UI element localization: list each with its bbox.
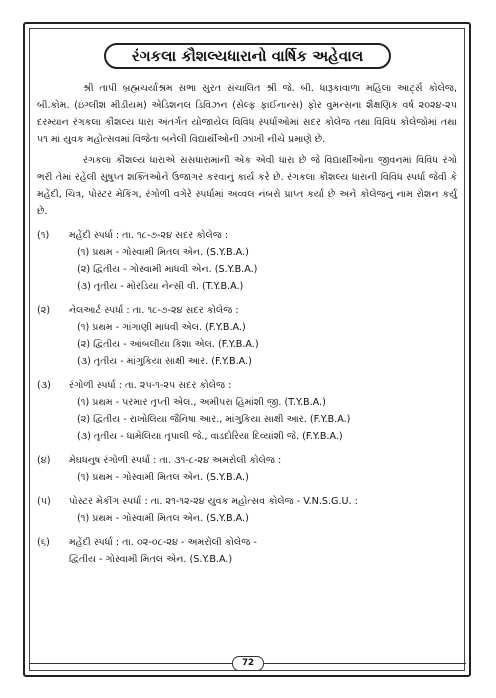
page-number: 72	[232, 656, 264, 671]
competition-section	[37, 534, 457, 568]
section-number: (૪)	[37, 455, 51, 466]
competition-section	[37, 452, 457, 486]
winner-entry: દ્વિતીય - ગોસ્વામી મિતલ એન. (S.Y.B.A.)	[69, 554, 233, 565]
winner-entry: (૩) તૃતીય - મોરડિયા નેન્સી વી. (T.Y.B.A.)	[77, 281, 244, 292]
winner-entry: (૧) પ્રથમ - ગોસ્વામી મિતલ એન. (S.Y.B.A.)	[77, 247, 249, 258]
winner-entry: (૧) પ્રથમ - ગાંગાણી માધવી એલ. (F.Y.B.A.)	[77, 322, 246, 333]
section-heading: રંગોળી સ્પર્ધા : તા. ૨૫-૧-૨૫ સદર કોલેજ :	[69, 380, 232, 391]
section-heading: મહેંદી સ્પર્ધા : તા. ૧૮-૭-૨૪ સદર કોલેજ :	[69, 230, 229, 241]
section-number: (૩)	[37, 380, 51, 391]
section-heading: મેઘધનુષ રંગોળી સ્પર્ધા : તા. ૩૧-૮-૨૪ અમરોલી કોલેજ :	[69, 455, 282, 466]
competition-section	[37, 493, 457, 527]
section-heading: મહેંદી સ્પર્ધા : તા. ૦૨-૦૮-૨૪ - અમરોલી કોલેજ -	[69, 537, 257, 548]
page-footer	[0, 656, 496, 670]
section-number: (૨)	[37, 305, 51, 316]
winner-entry: (૧) પ્રથમ - પરમાર તૃપ્તી એલ., અમીપરા હિમાંશી જી. (T.Y.B.A.)	[77, 397, 326, 408]
section-number: (૬)	[37, 537, 50, 548]
winner-entry: (૨) દ્વિતીય - રાખોલિયા જૈનિષા આર., માંગુકિયા સાક્ષી આર. (F.Y.B.A.)	[77, 414, 351, 425]
section-number: (૫)	[37, 496, 51, 507]
intro-paragraph: શ્રી તાપી બ્રહ્મચર્યાશ્રમ સભા સુરત સંચાલિત શ્રી જે. બી. ધારૂકાવાળા મહિલા આર્ટ્સ કોલેજ, બી.કોમ. (ઇંગ્લીશ મીડીયમ) એડિશનલ ડિવિઝન (સેલ્ફ ફાઈનાન્સ) ફોર વુમન્સના શૈક્ષણિક વર્ષ ૨૦૨૪-૨૫ દરમ્યાન રંગકલા કૌશલ્ય ધારા અંતર્ગત યોજાયેલ વિવિધ સ્પર્ધાઓમાં સદર કોલેજ તથા વિવિધ કોલેજોમાં તથા ૫૧ માં યુવક મહોત્સવમાં વિજેતા બનેલી વિદ્યાર્થીઓની ઝાંખી નીચે પ્રમાણે છે.	[37, 83, 457, 145]
winner-entry: (૧) પ્રથમ - ગોસ્વામી મિતલ એન. (S.Y.B.A.)	[77, 472, 249, 483]
winner-entry: (૩) તૃતીય - ધામેલિયા તૃપાલી જે., વાડદોરિયા દિવ્યાંશી જે. (F.Y.B.A.)	[77, 431, 343, 442]
winner-entry: (૨) દ્વિતીય - આંબલીયા કિશા એલ. (F.Y.B.A.)	[77, 339, 259, 350]
winner-entry: (૨) દ્વિતીય - ગોસ્વામી માધવી એન. (S.Y.B.A.)	[77, 264, 258, 275]
competition-section	[37, 302, 457, 370]
section-heading: પોસ્ટર મેકીંગ સ્પર્ધા : તા. ૨૧-૧૨-૨૪ યુવક મહોત્સવ કોલેજ - V.N.S.G.U. :	[69, 496, 358, 507]
competition-section	[37, 377, 457, 445]
winner-entry: (૧) પ્રથમ - ગોસ્વામી મિતલ એન. (S.Y.B.A.)	[77, 513, 249, 524]
description-paragraph: રંગકલા કૌશલ્ય ધારાએ સસધારામાંની એક એવી ધારા છે જે વિદ્યાર્થીઓના જીવનમાં વિવિધ રંગો ભરી તેમાં રહેલી સુષુપ્ત શક્તિઓને ઉજાગર કરવાનું કાર્ય કરે છે. રંગકલા કૌશલ્ય ધારાની વિવિધ સ્પર્ધા જેવી કે મહેંદી, ચિત્ર, પોસ્ટર મેકિંગ, રંગોળી વગેરે સ્પર્ધામાં અવ્વલ નંબરો પ્રાપ્ત કર્યા છે અને કોલેજનું નામ રોશન કર્યું છે.	[37, 155, 457, 217]
section-heading: નેલઆર્ટ સ્પર્ધા : તા. ૧૮-૭-૨૪ સદર કોલેજ :	[69, 305, 239, 316]
section-number: (૧)	[37, 230, 50, 241]
report-title: રંગકલા કૌશલ્યધારાનો વાર્ષિક અહેવાલ	[104, 43, 391, 69]
competition-section	[37, 227, 457, 295]
report-body	[37, 80, 457, 568]
winner-entry: (૩) તૃતીય - માંગુકિયા સાક્ષી આર. (F.Y.B.A.)	[77, 356, 252, 367]
